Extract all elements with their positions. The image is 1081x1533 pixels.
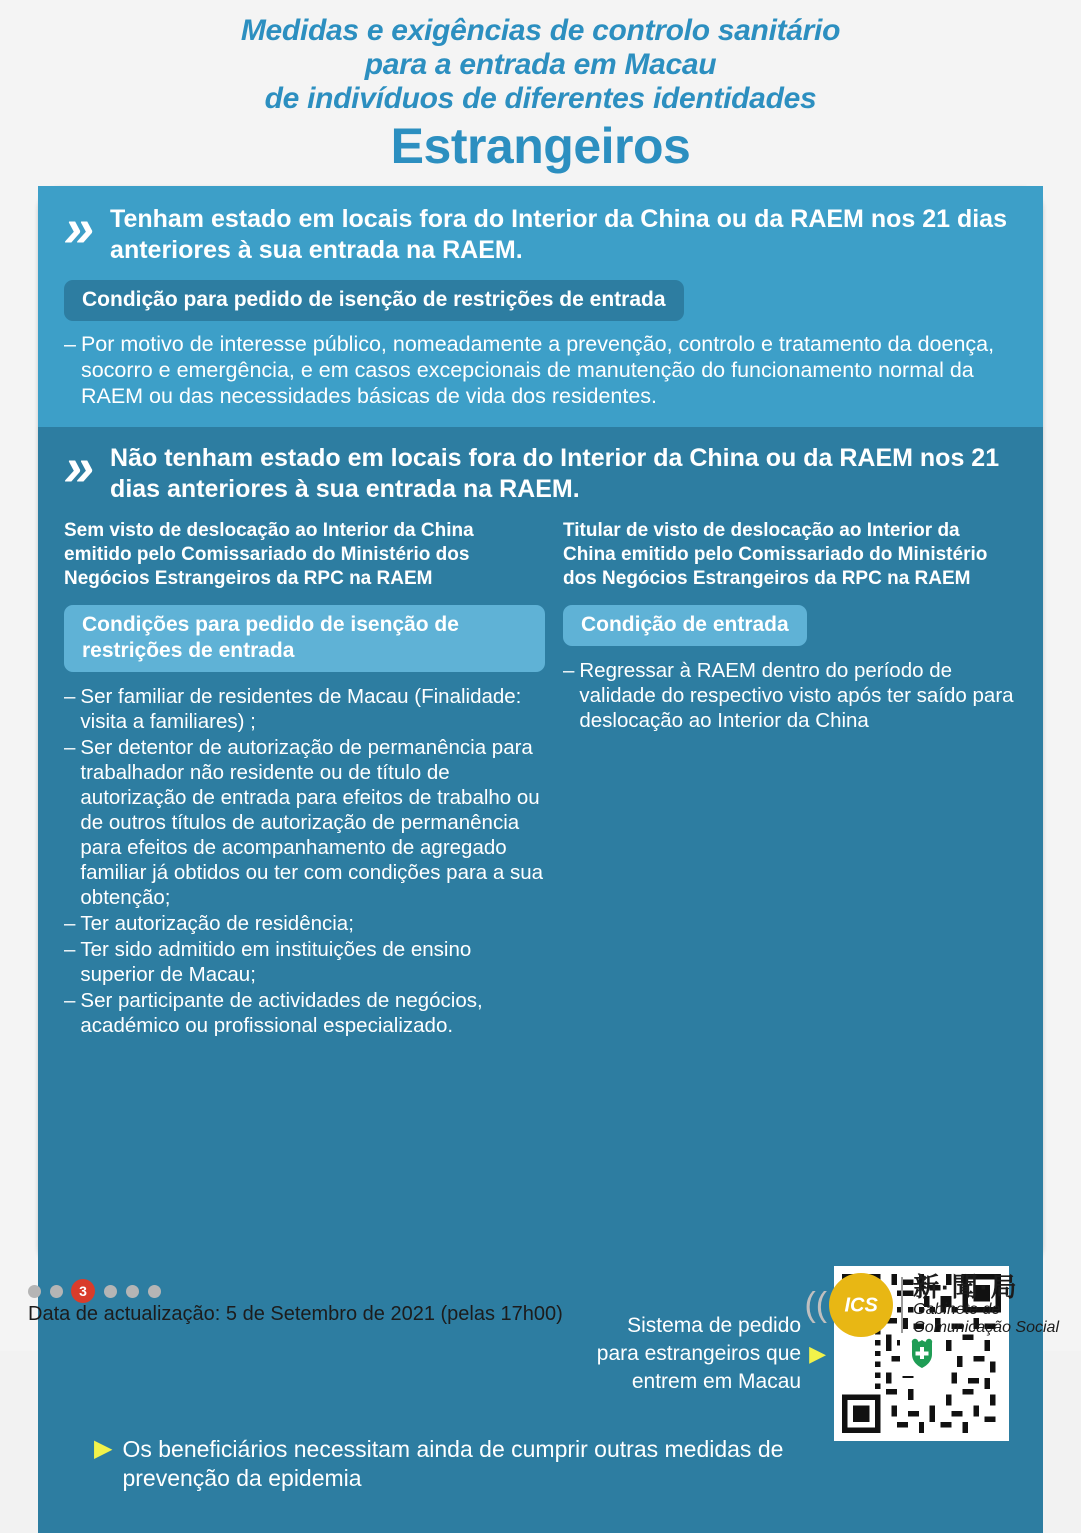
page-dot-1[interactable] — [28, 1285, 41, 1298]
list-item-text: Ter sido admitido em instituições de ensino superior de Macau; — [80, 938, 472, 986]
header-line-1: Medidas e exigências de controlo sanitário — [240, 14, 841, 47]
page-header — [0, 0, 1081, 174]
qr-label: Sistema de pedido para estrangeiros que entrem em Macau — [596, 1313, 802, 1393]
logo-text-block — [913, 1273, 1059, 1337]
column-no-visa-title: Sem visto de deslocação ao Interior da China emitido pelo Comissariado do Ministério dos Negócios Estrangeiros da RPC na RAEM — [64, 520, 474, 589]
list-item-text: Ser detentor de autorização de permanência para trabalhador não residente ou de título de autorização de entrada para efeitos de trabalho ou de outros títulos de autorização de permanência para efeitos de acompanhamento de agregado familiar já obtidos ou ter com condições para a sua obtenção; — [80, 736, 544, 909]
play-triangle-icon: ▶ — [94, 1435, 113, 1462]
column-with-visa — [563, 519, 1017, 1039]
logo-circle-icon — [829, 1273, 893, 1337]
list-item-text: Regressar à RAEM dentro do período de validade do respectivo visto após ter saído para deslocação ao Interior da China — [579, 659, 1014, 732]
page-title: Estrangeiros — [390, 118, 691, 174]
page-dot-current[interactable]: 3 — [71, 1279, 95, 1303]
column-with-visa-list — [563, 658, 1017, 733]
dash-marker: – — [562, 659, 575, 682]
update-date-text: Data de actualização: 5 de Setembro de 2021 (pelas 17h00) — [28, 1303, 563, 1325]
dash-marker: – — [64, 912, 76, 935]
list-item-text: Ter autorização de residência; — [80, 912, 354, 935]
section-a-bullet-list — [64, 331, 1017, 409]
header-line-3: de indivíduos de diferentes identidades — [264, 82, 817, 115]
dash-marker: – — [64, 736, 76, 759]
list-item — [64, 988, 545, 1038]
section-a-heading: Tenham estado em locais fora do Interior da China ou da RAEM nos 21 dias anteriores à sua entrada na RAEM. — [110, 205, 1007, 264]
logo-mark-text: ICS — [844, 1294, 878, 1317]
sound-wave-icon: (( — [804, 1286, 828, 1324]
dash-marker: – — [64, 938, 76, 961]
two-column-area — [64, 519, 1017, 1039]
column-with-visa-badge: Condição de entrada — [563, 605, 807, 646]
logo-text-chinese: 新·聞·局 — [913, 1272, 1019, 1302]
section-been-abroad — [38, 186, 1043, 427]
list-item — [563, 658, 1017, 733]
dash-marker: – — [64, 332, 76, 356]
list-item — [64, 735, 545, 910]
list-item — [64, 684, 545, 734]
page-dot-4[interactable] — [104, 1285, 117, 1298]
logo-text-pt-2: Comunicação Social — [913, 1319, 1059, 1336]
header-line-2: para a entrada em Macau — [364, 48, 717, 81]
list-item-text: Por motivo de interesse público, nomeadamente a prevenção, controlo e tratamento da doença, socorro e emergência, e em casos excepcionais de manutenção do funcionamento normal da RAEM ou das necessidades básicas de vida dos residentes. — [80, 332, 995, 408]
footnote — [94, 1435, 794, 1493]
list-item — [64, 331, 1017, 409]
list-item — [64, 937, 545, 987]
page-dot-6[interactable] — [148, 1285, 161, 1298]
chevron-double-right-icon: » — [64, 437, 87, 497]
list-item-text: Ser familiar de residentes de Macau (Finalidade: visita a familiares) ; — [80, 685, 522, 733]
list-item — [64, 911, 545, 936]
page-dot-2[interactable] — [50, 1285, 63, 1298]
column-with-visa-title: Titular de visto de deslocação ao Interior da China emitido pelo Comissariado do Ministério dos Negócios Estrangeiros da RPC na RAEM — [562, 520, 988, 589]
chevron-double-right-icon: » — [64, 198, 87, 258]
list-item-text: Ser participante de actividades de negócios, académico ou profissional especializado. — [80, 989, 483, 1037]
footnote-text: Os beneficiários necessitam ainda de cumprir outras medidas de prevenção da epidemia — [122, 1436, 784, 1491]
dash-marker: – — [64, 989, 76, 1012]
play-triangle-icon: ▶ — [809, 1340, 826, 1366]
page-indicator[interactable] — [28, 1279, 170, 1303]
column-no-visa-badge: Condições para pedido de isenção de restrições de entrada — [64, 605, 545, 672]
section-a-condition-badge: Condição para pedido de isenção de restrições de entrada — [64, 280, 684, 321]
column-no-visa — [64, 519, 563, 1039]
page-footer — [0, 1265, 1081, 1351]
gcs-logo — [804, 1273, 1059, 1337]
section-not-been-abroad — [38, 427, 1043, 1533]
column-no-visa-list — [64, 684, 545, 1038]
logo-text-pt-1: Gabinete de — [913, 1301, 1001, 1318]
section-a-header — [64, 198, 1017, 266]
logo-divider — [901, 1277, 903, 1333]
dash-marker: – — [64, 685, 76, 708]
section-b-heading: Não tenham estado em locais fora do Interior da China ou da RAEM nos 21 dias anteriores à sua entrada na RAEM. — [110, 444, 1000, 503]
page-dot-5[interactable] — [126, 1285, 139, 1298]
section-b-header — [64, 437, 1017, 505]
